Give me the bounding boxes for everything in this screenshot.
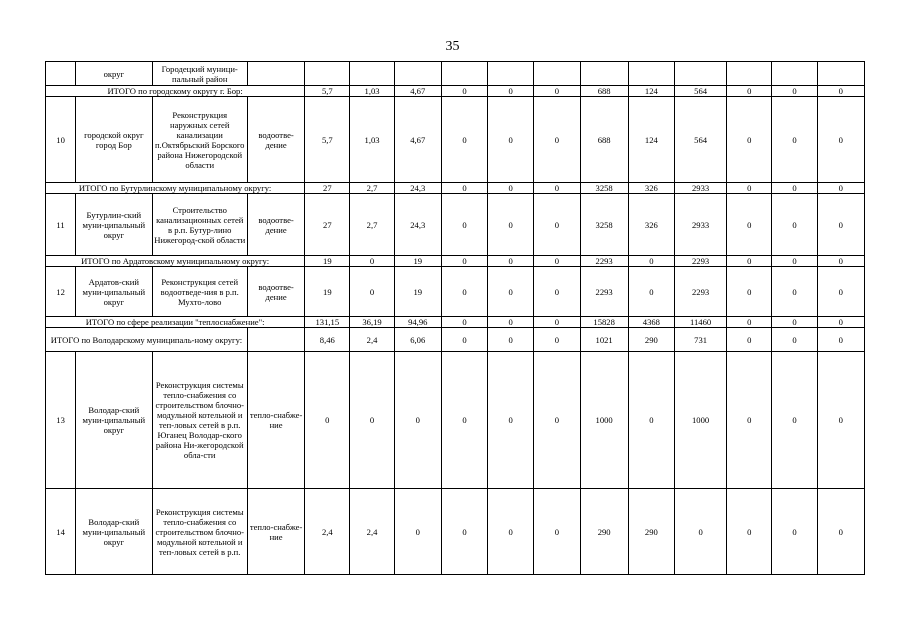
value-cell: 0	[727, 328, 772, 352]
continuation-row	[46, 62, 865, 86]
value-cell: 0	[727, 183, 772, 194]
value-cell: 0	[488, 97, 534, 183]
value-cell: 19	[305, 256, 350, 267]
value-cell: 5,7	[305, 86, 350, 97]
value-cell: 0	[772, 183, 817, 194]
value-cell: 0	[534, 183, 580, 194]
value-cell	[350, 62, 394, 86]
value-cell: 0	[727, 317, 772, 328]
value-cell: 0	[817, 328, 864, 352]
table-row	[46, 267, 865, 317]
value-cell	[580, 62, 628, 86]
value-cell: 124	[628, 97, 674, 183]
value-cell: 0	[727, 489, 772, 575]
value-cell: 0	[817, 352, 864, 489]
value-cell: 1000	[674, 352, 726, 489]
value-cell: 2,4	[350, 489, 394, 575]
district-cell: Бутурлин-ский муни-ципальный округ	[76, 194, 152, 256]
district-cell: Ардатов-ский муни-ципальный округ	[76, 267, 152, 317]
object-cell: Реконструкция сетей водоотведе-ния в р.п. Мухто-лово	[152, 267, 247, 317]
value-cell: 290	[580, 489, 628, 575]
value-cell: 2,4	[305, 489, 350, 575]
value-cell	[628, 62, 674, 86]
value-cell: 0	[628, 267, 674, 317]
value-cell: 11460	[674, 317, 726, 328]
value-cell: 0	[534, 317, 580, 328]
value-cell: 8,46	[305, 328, 350, 352]
value-cell: 731	[674, 328, 726, 352]
value-cell: 0	[350, 352, 394, 489]
value-cell: 0	[727, 267, 772, 317]
sphere-cell: тепло-снабже-ние	[247, 352, 304, 489]
num-cell: 14	[46, 489, 76, 575]
value-cell: 6,06	[394, 328, 441, 352]
value-cell: 4,67	[394, 97, 441, 183]
value-cell: 326	[628, 194, 674, 256]
value-cell: 0	[534, 328, 580, 352]
num-cell: 10	[46, 97, 76, 183]
total-row	[46, 328, 865, 352]
num-cell	[46, 62, 76, 86]
value-cell: 0	[628, 256, 674, 267]
total-label: ИТОГО по Бутурлинскому муниципальному округу:	[46, 183, 305, 194]
value-cell: 24,3	[394, 194, 441, 256]
value-cell: 564	[674, 86, 726, 97]
total-label: ИТОГО по сфере реализации "теплоснабжение":	[46, 317, 305, 328]
district-cell: Володар-ский муни-ципальный округ	[76, 352, 152, 489]
value-cell: 1,03	[350, 86, 394, 97]
value-cell: 5,7	[305, 97, 350, 183]
value-cell: 0	[817, 86, 864, 97]
value-cell	[727, 62, 772, 86]
value-cell: 0	[441, 194, 487, 256]
sphere-cell: тепло-снабже-ние	[247, 489, 304, 575]
object-cell: Реконструкция системы тепло-снабжения со строительством блочно-модульной котельной и теп-ловых сетей в р.п.	[152, 489, 247, 575]
value-cell: 0	[817, 256, 864, 267]
value-cell: 0	[772, 489, 817, 575]
value-cell	[817, 62, 864, 86]
value-cell: 0	[772, 317, 817, 328]
total-row	[46, 256, 865, 267]
total-row	[46, 86, 865, 97]
value-cell	[772, 62, 817, 86]
value-cell: 564	[674, 97, 726, 183]
object-cell: Строительство канализационных сетей в р.п. Бутур-лино Нижегород-ской области	[152, 194, 247, 256]
value-cell: 0	[817, 97, 864, 183]
value-cell: 2293	[580, 256, 628, 267]
value-cell: 2933	[674, 183, 726, 194]
value-cell: 0	[488, 86, 534, 97]
value-cell: 0	[488, 317, 534, 328]
value-cell: 0	[305, 352, 350, 489]
district-cell: Володар-ский муни-ципальный округ	[76, 489, 152, 575]
value-cell: 0	[350, 267, 394, 317]
value-cell: 19	[394, 267, 441, 317]
value-cell: 0	[727, 352, 772, 489]
value-cell: 688	[580, 86, 628, 97]
value-cell: 0	[534, 97, 580, 183]
sphere-cell: водоотве-дение	[247, 97, 304, 183]
value-cell: 27	[305, 183, 350, 194]
value-cell	[394, 62, 441, 86]
value-cell: 0	[817, 317, 864, 328]
value-cell: 36,19	[350, 317, 394, 328]
value-cell	[534, 62, 580, 86]
num-cell: 12	[46, 267, 76, 317]
value-cell: 3258	[580, 183, 628, 194]
value-cell: 0	[817, 267, 864, 317]
value-cell: 0	[441, 267, 487, 317]
value-cell: 0	[488, 489, 534, 575]
value-cell: 0	[488, 267, 534, 317]
value-cell	[674, 62, 726, 86]
value-cell: 0	[441, 489, 487, 575]
value-cell: 0	[441, 352, 487, 489]
value-cell: 0	[772, 86, 817, 97]
value-cell: 4,67	[394, 86, 441, 97]
value-cell: 290	[628, 489, 674, 575]
value-cell: 0	[488, 183, 534, 194]
sphere-cell	[247, 62, 304, 86]
value-cell	[441, 62, 487, 86]
value-cell: 2,7	[350, 183, 394, 194]
value-cell: 0	[772, 328, 817, 352]
value-cell: 1,03	[350, 97, 394, 183]
value-cell: 19	[394, 256, 441, 267]
value-cell: 1021	[580, 328, 628, 352]
value-cell: 0	[772, 97, 817, 183]
value-cell: 0	[674, 489, 726, 575]
value-cell: 0	[394, 489, 441, 575]
value-cell: 0	[727, 194, 772, 256]
value-cell: 0	[727, 256, 772, 267]
value-cell: 1000	[580, 352, 628, 489]
total-label: ИТОГО по городскому округу г. Бор:	[46, 86, 305, 97]
table-row	[46, 489, 865, 575]
value-cell: 0	[488, 194, 534, 256]
district-cell: городской округ город Бор	[76, 97, 152, 183]
value-cell: 2293	[674, 256, 726, 267]
value-cell: 0	[441, 97, 487, 183]
table-row	[46, 97, 865, 183]
value-cell: 326	[628, 183, 674, 194]
total-label: ИТОГО по Ардатовскому муниципальному округу:	[46, 256, 305, 267]
value-cell: 0	[727, 86, 772, 97]
value-cell: 0	[488, 328, 534, 352]
value-cell: 131,15	[305, 317, 350, 328]
value-cell: 94,96	[394, 317, 441, 328]
total-row	[46, 183, 865, 194]
value-cell: 0	[441, 256, 487, 267]
table-row	[46, 194, 865, 256]
value-cell: 0	[441, 86, 487, 97]
value-cell: 27	[305, 194, 350, 256]
value-cell: 0	[441, 328, 487, 352]
value-cell: 2,7	[350, 194, 394, 256]
sphere-cell	[247, 328, 304, 352]
investment-table	[45, 61, 865, 575]
value-cell: 0	[772, 352, 817, 489]
value-cell: 0	[772, 256, 817, 267]
value-cell: 24,3	[394, 183, 441, 194]
sphere-cell: водоотве-дение	[247, 267, 304, 317]
value-cell: 19	[305, 267, 350, 317]
value-cell: 2293	[674, 267, 726, 317]
value-cell: 0	[534, 352, 580, 489]
total-label: ИТОГО по Володарскому муниципаль-ному округу:	[46, 328, 248, 352]
value-cell: 0	[817, 194, 864, 256]
value-cell: 0	[817, 183, 864, 194]
value-cell: 0	[488, 352, 534, 489]
value-cell: 0	[628, 352, 674, 489]
total-row	[46, 317, 865, 328]
value-cell: 0	[727, 97, 772, 183]
value-cell: 0	[772, 194, 817, 256]
value-cell: 0	[488, 256, 534, 267]
value-cell: 290	[628, 328, 674, 352]
district-cell: округ	[76, 62, 152, 86]
value-cell: 688	[580, 97, 628, 183]
num-cell: 13	[46, 352, 76, 489]
value-cell: 0	[817, 489, 864, 575]
page-number: 35	[445, 39, 460, 54]
value-cell: 0	[534, 86, 580, 97]
num-cell: 11	[46, 194, 76, 256]
value-cell: 4368	[628, 317, 674, 328]
value-cell: 0	[534, 194, 580, 256]
object-cell: Реконструкция системы тепло-снабжения со строительством блочно-модульной котельной и теп-ловых сетей в р.п. Юганец Володар-ского района Ни-жегородской обла-сти	[152, 352, 247, 489]
object-cell: Реконструкция наружных сетей канализации п.Октябрьский Борского района Нижегородской области	[152, 97, 247, 183]
value-cell: 2,4	[350, 328, 394, 352]
value-cell	[305, 62, 350, 86]
value-cell: 0	[350, 256, 394, 267]
value-cell: 0	[534, 267, 580, 317]
value-cell: 124	[628, 86, 674, 97]
value-cell: 2293	[580, 267, 628, 317]
value-cell: 0	[534, 489, 580, 575]
value-cell: 15828	[580, 317, 628, 328]
value-cell: 0	[441, 183, 487, 194]
value-cell: 0	[534, 256, 580, 267]
object-cell: Городецкий муници-пальный район	[152, 62, 247, 86]
value-cell: 2933	[674, 194, 726, 256]
value-cell: 3258	[580, 194, 628, 256]
value-cell	[488, 62, 534, 86]
value-cell: 0	[772, 267, 817, 317]
value-cell: 0	[441, 317, 487, 328]
value-cell: 0	[394, 352, 441, 489]
table-row	[46, 352, 865, 489]
sphere-cell: водоотве-дение	[247, 194, 304, 256]
